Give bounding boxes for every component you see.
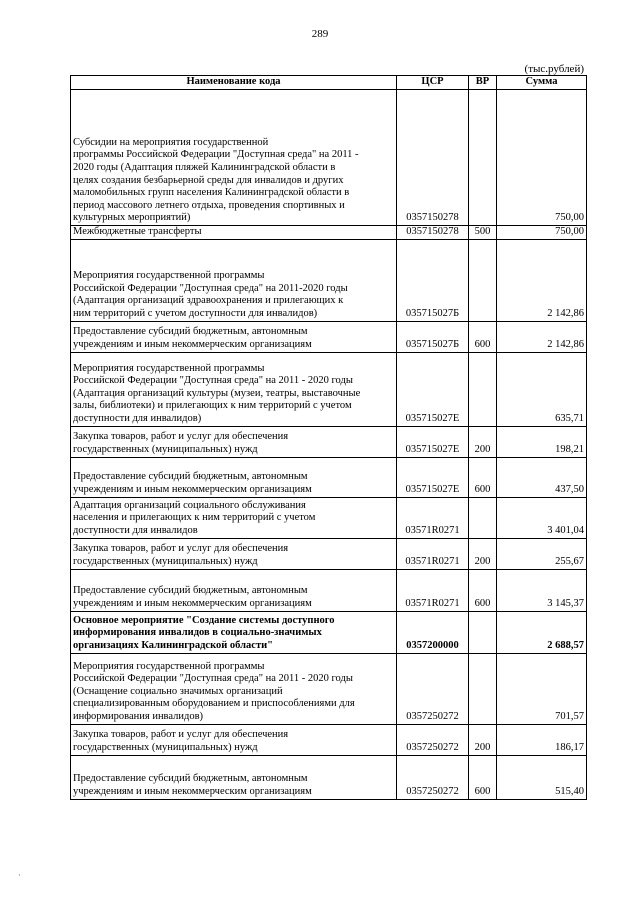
row-vr-cell: 500: [469, 226, 497, 240]
row-name-cell: Мероприятия государственной программы Российской Федерации "Доступная среда" на 2011-2020 годы (Адаптация организаций здравоохранения и прилегающих к ним территорий с учетом доступности для инвалидов): [71, 239, 397, 321]
row-vr-cell: 600: [469, 321, 497, 352]
row-csr-cell: 0357150278: [397, 90, 469, 226]
row-csr-cell: 0357200000: [397, 611, 469, 653]
row-sum-cell: 3 401,04: [497, 497, 587, 538]
row-name-cell: Предоставление субсидий бюджетным, автономным учреждениям и иным некоммерческим организациям: [71, 457, 397, 497]
table-row: [71, 653, 587, 724]
table-row: [71, 321, 587, 352]
row-vr-cell: 200: [469, 538, 497, 569]
row-sum-cell: 198,21: [497, 426, 587, 457]
row-csr-cell: 03571R0271: [397, 497, 469, 538]
row-vr-cell: 200: [469, 724, 497, 755]
row-name-cell: Мероприятия государственной программы Российской Федерации "Доступная среда" на 2011 - 2020 годы (Адаптация организаций культуры (музеи, театры, выставочные залы, библиотеки) и прилегающих к ним территорий с учетом доступности для инвалидов): [71, 352, 397, 426]
header-name: Наименование кода: [71, 76, 397, 90]
row-csr-cell: 035715027Е: [397, 426, 469, 457]
header-sum: Сумма: [497, 76, 587, 90]
row-sum-cell: 701,57: [497, 653, 587, 724]
table-row: [71, 538, 587, 569]
table-row: [71, 90, 587, 226]
row-name-cell: Предоставление субсидий бюджетным, автономным учреждениям и иным некоммерческим организациям: [71, 569, 397, 611]
table-row: [71, 457, 587, 497]
row-sum-cell: 186,17: [497, 724, 587, 755]
units-label: (тыс.рублей): [524, 63, 584, 75]
row-sum-cell: 3 145,37: [497, 569, 587, 611]
row-sum-cell: 2 142,86: [497, 321, 587, 352]
row-name-cell: Закупка товаров, работ и услуг для обеспечения государственных (муниципальных) нужд: [71, 724, 397, 755]
row-name-cell: Адаптация организаций социального обслуживания населения и прилегающих к ним территорий с учетом доступности для инвалидов: [71, 497, 397, 538]
row-csr-cell: 035715027Б: [397, 239, 469, 321]
row-name-cell: Предоставление субсидий бюджетным, автономным учреждениям и иным некоммерческим организациям: [71, 321, 397, 352]
table-row: [71, 426, 587, 457]
row-name-cell: Основное мероприятие "Создание системы доступного информирования инвалидов в социально-значимых организациях Калининградской области": [71, 611, 397, 653]
table-row: [71, 755, 587, 799]
row-vr-cell: 600: [469, 457, 497, 497]
budget-table: [70, 75, 587, 800]
row-name-cell: Предоставление субсидий бюджетным, автономным учреждениям и иным некоммерческим организациям: [71, 755, 397, 799]
row-name-cell: Закупка товаров, работ и услуг для обеспечения государственных (муниципальных) нужд: [71, 426, 397, 457]
table-row: [71, 569, 587, 611]
row-vr-cell: [469, 90, 497, 226]
row-sum-cell: 2 142,86: [497, 239, 587, 321]
row-csr-cell: 0357150278: [397, 226, 469, 240]
header-vr: ВР: [469, 76, 497, 90]
row-name-cell: Субсидии на мероприятия государственной программы Российской Федерации "Доступная среда" на 2011 - 2020 годы (Адаптация пляжей Калининградской области в целях создания безбарьерной среды для инвалидов и других маломобильных групп населения Калининградской области в период массового летнего отдыха, проведения спортивных и культурных мероприятий): [71, 90, 397, 226]
table-row: [71, 611, 587, 653]
row-sum-cell: 635,71: [497, 352, 587, 426]
row-csr-cell: 0357250272: [397, 653, 469, 724]
row-csr-cell: 03571R0271: [397, 569, 469, 611]
row-sum-cell: 2 688,57: [497, 611, 587, 653]
table-row: [71, 239, 587, 321]
row-name-cell: Закупка товаров, работ и услуг для обеспечения государственных (муниципальных) нужд: [71, 538, 397, 569]
row-vr-cell: 600: [469, 569, 497, 611]
row-csr-cell: 035715027Е: [397, 352, 469, 426]
table-row: [71, 352, 587, 426]
row-vr-cell: [469, 497, 497, 538]
row-sum-cell: 437,50: [497, 457, 587, 497]
margin-mark: ·: [18, 870, 21, 880]
table-row: [71, 497, 587, 538]
table-row: [71, 724, 587, 755]
row-vr-cell: 200: [469, 426, 497, 457]
row-csr-cell: 0357250272: [397, 755, 469, 799]
row-vr-cell: [469, 653, 497, 724]
row-vr-cell: [469, 239, 497, 321]
row-name-cell: Межбюджетные трансферты: [71, 226, 397, 240]
row-sum-cell: 515,40: [497, 755, 587, 799]
row-csr-cell: 035715027Б: [397, 321, 469, 352]
table-body: [71, 90, 587, 800]
row-csr-cell: 03571R0271: [397, 538, 469, 569]
header-csr: ЦСР: [397, 76, 469, 90]
row-sum-cell: 750,00: [497, 90, 587, 226]
row-vr-cell: 600: [469, 755, 497, 799]
table-header-row: [71, 76, 587, 90]
row-sum-cell: 750,00: [497, 226, 587, 240]
table-row: [71, 226, 587, 240]
row-vr-cell: [469, 352, 497, 426]
row-sum-cell: 255,67: [497, 538, 587, 569]
row-vr-cell: [469, 611, 497, 653]
page-number: 289: [311, 28, 329, 40]
row-name-cell: Мероприятия государственной программы Российской Федерации "Доступная среда" на 2011 - 2020 годы (Оснащение социально значимых организаций специализированным оборудованием и приспособлениями для информирования инвалидов): [71, 653, 397, 724]
row-csr-cell: 0357250272: [397, 724, 469, 755]
row-csr-cell: 035715027Е: [397, 457, 469, 497]
